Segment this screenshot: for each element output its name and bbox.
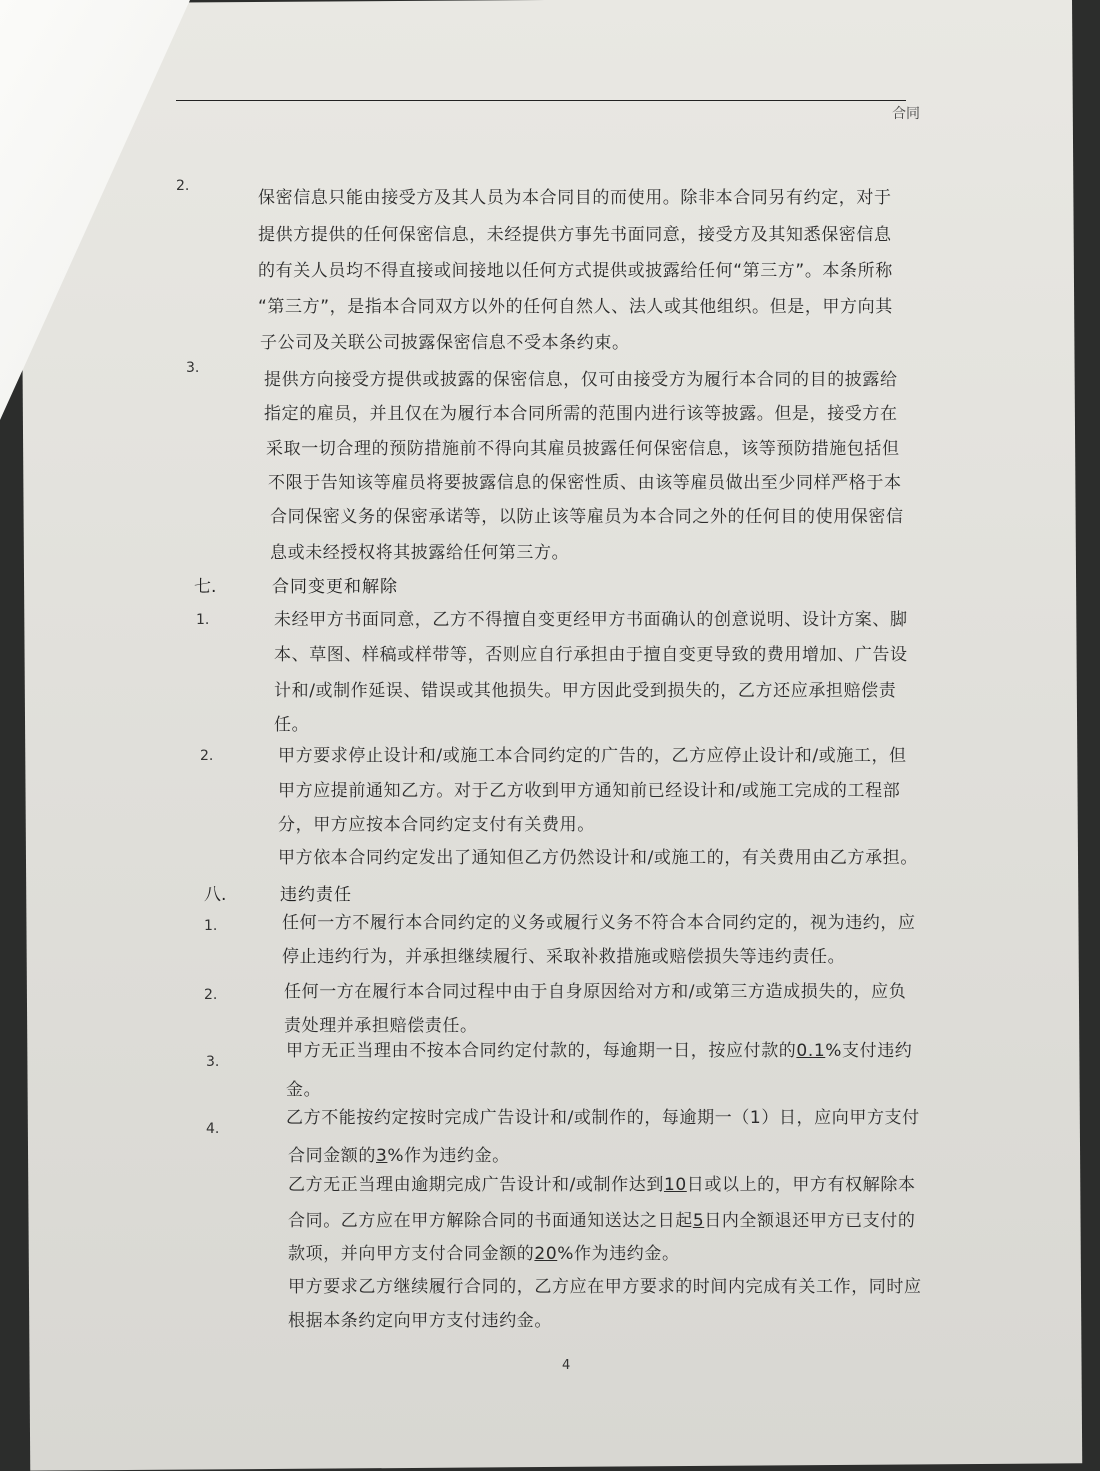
paragraph-line: 息或未经授权将其披露给任何第三方。 [270, 543, 570, 563]
paragraph-line: 甲方应提前通知乙方。对于乙方收到甲方通知前已经设计和/或施工完成的工程部 [278, 781, 901, 801]
header-label: 合同 [892, 106, 920, 122]
paragraph-line: 提供方向接受方提供或披露的保密信息，仅可由接受方为履行本合同的目的披露给 [264, 370, 898, 390]
paragraph-line: 本、草图、样稿或样带等，否则应自行承担由于擅自变更导致的费用增加、广告设 [274, 645, 908, 665]
paragraph-line: 责处理并承担赔偿责任。 [284, 1016, 478, 1036]
paragraph-line [288, 1141, 510, 1166]
paragraph-line: 未经甲方书面同意，乙方不得擅自变更经甲方书面确认的创意说明、设计方案、脚 [274, 610, 908, 630]
section-number: 八. [204, 885, 227, 905]
page-number: 4 [562, 1358, 571, 1373]
paragraph-line: 提供方提供的任何保密信息，未经提供方事先书面同意，接受方及其知悉保密信息 [258, 225, 892, 245]
item-number: 2. [204, 987, 218, 1003]
header-rule [176, 100, 906, 101]
section-title: 违约责任 [280, 885, 352, 905]
section-number: 七. [194, 577, 217, 597]
item-number: 3. [186, 360, 200, 376]
paragraph-line: 甲方要求停止设计和/或施工本合同约定的广告的，乙方应停止设计和/或施工，但 [278, 746, 907, 766]
item-number: 2. [176, 178, 190, 194]
text-segment: 日或以上的，甲方有权解除本 [686, 1175, 916, 1195]
paragraph-line: 停止违约行为，并承担继续履行、采取补救措施或赔偿损失等违约责任。 [282, 947, 846, 967]
text-segment: 乙方无正当理由逾期完成广告设计和/或制作达到 [288, 1175, 664, 1195]
item-number: 2. [200, 748, 214, 764]
section-title: 合同变更和解除 [272, 577, 398, 597]
paragraph-line: “第三方”，是指本合同双方以外的任何自然人、法人或其他组织。但是，甲方向其 [258, 297, 893, 317]
overdue-days-value: 10 [663, 1175, 687, 1195]
paragraph-line: 合同保密义务的保密承诺等，以防止该等雇员为本合同之外的任何目的使用保密信 [270, 507, 904, 527]
paragraph-line [288, 1206, 915, 1231]
paragraph-line: 采取一切合理的预防措施前不得向其雇员披露任何保密信息，该等预防措施包括但 [266, 439, 900, 459]
paragraph-line [286, 1036, 912, 1061]
text-segment: 日内全额退还甲方已支付的 [704, 1211, 916, 1231]
paragraph-line: 计和/或制作延误、错误或其他损失。甲方因此受到损失的，乙方还应承担赔偿责 [274, 681, 897, 701]
paragraph-line: 子公司及关联公司披露保密信息不受本条约束。 [260, 333, 630, 353]
refund-days-value: 5 [692, 1211, 705, 1231]
paragraph-line: 根据本条约定向甲方支付违约金。 [288, 1311, 552, 1331]
text-segment: 合同。乙方应在甲方解除合同的书面通知送达之日起 [288, 1211, 693, 1231]
penalty-percent-value: 3 [376, 1146, 388, 1166]
paragraph-line: 指定的雇员，并且仅在为履行本合同所需的范围内进行该等披露。但是，接受方在 [264, 404, 898, 424]
penalty-percent-value: 20 [534, 1244, 558, 1264]
paragraph-line: 的有关人员均不得直接或间接地以任何方式提供或披露给任何“第三方”。本条所称 [258, 261, 893, 281]
paragraph-line: 不限于告知该等雇员将要披露信息的保密性质、由该等雇员做出至少同样严格于本 [268, 473, 902, 493]
text-segment: %作为违约金。 [557, 1244, 680, 1264]
paragraph-line: 甲方要求乙方继续履行合同的，乙方应在甲方要求的时间内完成有关工作，同时应 [288, 1277, 922, 1297]
paragraph-line: 分，甲方应按本合同约定支付有关费用。 [278, 815, 595, 835]
text-segment: 款项，并向甲方支付合同金额的 [288, 1244, 535, 1264]
item-number: 4. [206, 1121, 220, 1137]
paragraph-line: 保密信息只能由接受方及其人员为本合同目的而使用。除非本合同另有约定，对于 [258, 188, 892, 208]
text-segment: 甲方无正当理由不按本合同约定付款的，每逾期一日，按应付款的 [286, 1041, 797, 1061]
paragraph-line: 甲方依本合同约定发出了通知但乙方仍然设计和/或施工的，有关费用由乙方承担。 [278, 848, 918, 868]
item-number: 1. [204, 918, 218, 934]
text-segment: %作为违约金。 [387, 1146, 510, 1166]
paragraph-line [288, 1170, 916, 1195]
item-number: 3. [206, 1054, 220, 1070]
paragraph-line: 任何一方不履行本合同约定的义务或履行义务不符合本合同约定的，视为违约，应 [282, 913, 916, 933]
item-number: 1. [196, 612, 210, 628]
paragraph-line: 乙方不能按约定按时完成广告设计和/或制作的，每逾期一（1）日，应向甲方支付 [286, 1108, 920, 1128]
text-segment: 合同金额的 [288, 1146, 376, 1166]
paragraph-line [288, 1239, 680, 1264]
paragraph-line: 金。 [286, 1080, 322, 1100]
paragraph-line: 任何一方在履行本合同过程中由于自身原因给对方和/或第三方造成损失的，应负 [284, 982, 907, 1002]
text-segment: %支付违约 [825, 1041, 913, 1061]
penalty-rate-value: 0.1 [796, 1041, 826, 1061]
paragraph-line: 任。 [274, 715, 310, 735]
